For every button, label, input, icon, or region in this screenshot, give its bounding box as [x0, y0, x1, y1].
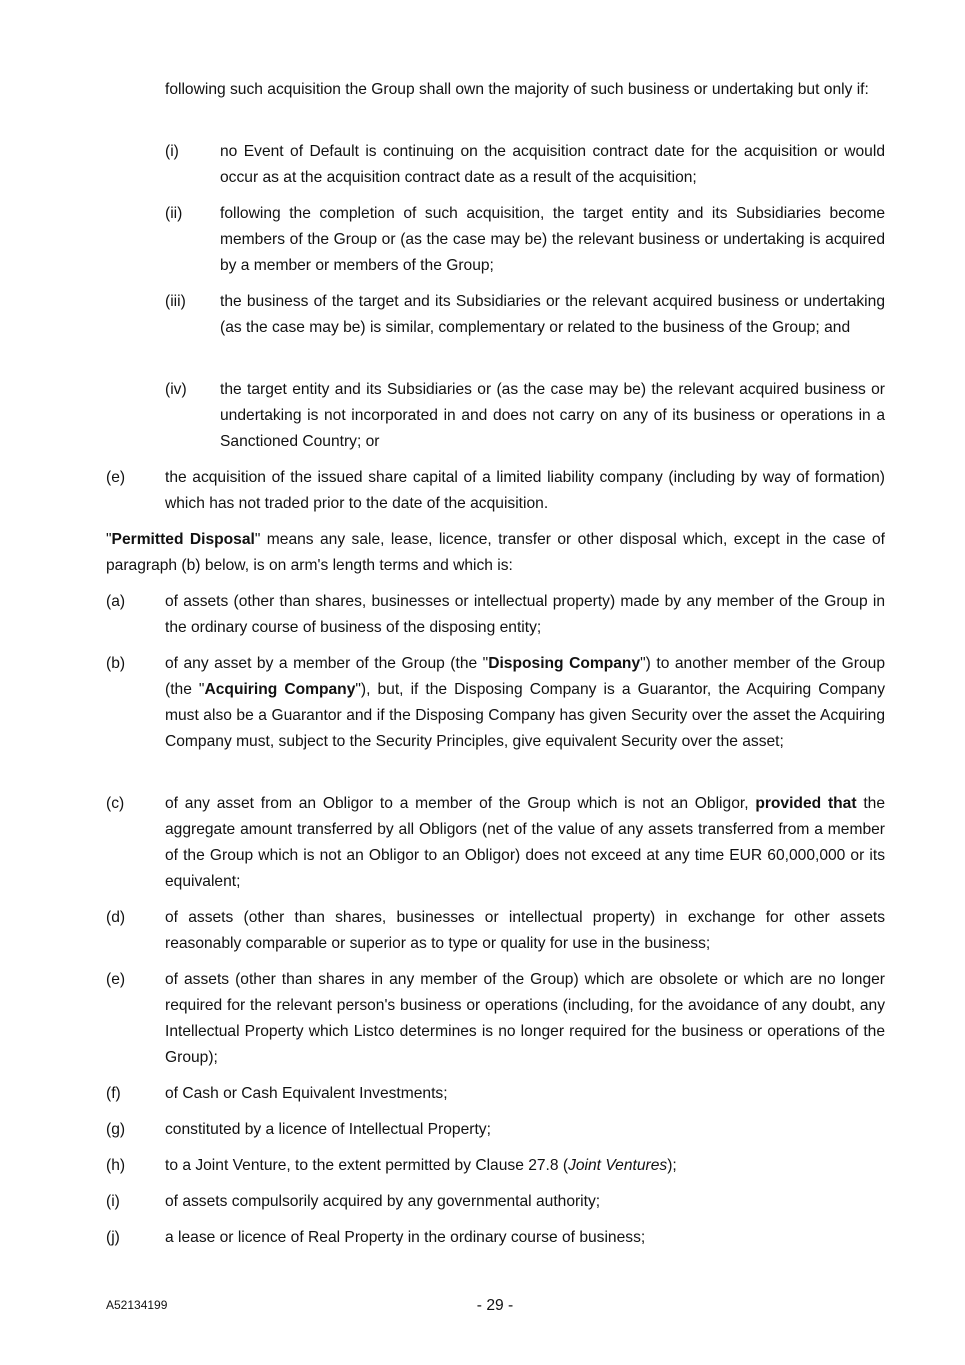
item-label: (g)	[106, 1121, 126, 1138]
item-label: (ii)	[165, 205, 183, 222]
defined-term: Acquiring Company	[204, 681, 356, 698]
item-label: (a)	[106, 593, 126, 610]
page-number: - 29 -	[476, 1297, 514, 1314]
item-label: (c)	[106, 795, 125, 812]
item-text: the target entity and its Subsidiaries or (as the case may be) the relevant acquired business or undertaking is not incorporated in and does not carry on any of its business or operations in a Sanctioned Country; or	[220, 381, 885, 450]
item-label: (e)	[106, 469, 126, 486]
item-text: of Cash or Cash Equivalent Investments;	[165, 1085, 448, 1102]
item-label: (j)	[106, 1229, 120, 1246]
item-text: following the completion of such acquisition, the target entity and its Subsidiaries become members of the Group or (as the case may be) the relevant business or undertaking is acquired by a member or members of the Group;	[220, 205, 885, 274]
item-label: (i)	[106, 1193, 120, 1210]
quote-close: "	[254, 531, 261, 548]
definition-text: means any sale, lease, licence, transfer or other disposal which, except in the case of paragraph (b) below, is on arm's length terms and which is:	[106, 531, 885, 574]
item-label: (iv)	[165, 381, 187, 398]
item-text: the business of the target and its Subsidiaries or the relevant acquired business or undertaking (as the case may be) is similar, complementary or related to the business of the Group; and	[220, 293, 885, 336]
text-run: "), but, if the Disposing Company is a Guarantor, the Acquiring Company must also be a Guarantor and if the Disposing Company has given Security over the asset the Acquiring Company must, subject to the Security Principles, give equivalent Security over the asset;	[165, 681, 886, 750]
item-label: (d)	[106, 909, 126, 926]
text-run: of any asset by a member of the Group (the "	[165, 655, 489, 672]
item-label: (f)	[106, 1085, 121, 1102]
defined-term: Disposing Company	[488, 655, 641, 672]
item-label: (b)	[106, 655, 126, 672]
text-run: );	[667, 1157, 677, 1174]
item-text: of assets (other than shares, businesses or intellectual property) in exchange for other assets reasonably comparable or superior as to type or quality for use in the business;	[165, 909, 885, 952]
item-text	[165, 1153, 885, 1179]
item-text: of assets (other than shares, businesses or intellectual property) made by any member of the Group in the ordinary course of business of the disposing entity;	[165, 593, 885, 636]
item-text	[165, 791, 885, 895]
quote-open: "	[106, 531, 112, 548]
item-label: (i)	[165, 143, 179, 160]
emphasis: provided that	[755, 795, 857, 812]
item-text: the acquisition of the issued share capital of a limited liability company (including by way of formation) which has not traded prior to the date of the acquisition.	[165, 469, 885, 512]
definition-permitted-disposal	[106, 527, 885, 579]
item-text: a lease or licence of Real Property in the ordinary course of business;	[165, 1229, 646, 1246]
item-text: no Event of Default is continuing on the acquisition contract date for the acquisition or would occur as at the acquisition contract date as a result of the acquisition;	[220, 143, 885, 186]
clause-title: Joint Ventures	[568, 1157, 668, 1174]
item-label: (iii)	[165, 293, 186, 310]
document-reference: A52134199	[106, 1298, 168, 1312]
text-run: ") to another member of the Group (the "	[165, 655, 885, 698]
item-text	[165, 651, 885, 755]
item-label: (e)	[106, 971, 126, 988]
intro-continuation: following such acquisition the Group shall own the majority of such business or undertaking but only if:	[165, 81, 869, 98]
item-text: of assets (other than shares in any member of the Group) which are obsolete or which are no longer required for the relevant person's business or operations (including, for the avoidance of any doubt, any Intellectual Property which Listco determines is no longer required for the business or operations of the Group);	[165, 971, 885, 1066]
item-text: constituted by a licence of Intellectual Property;	[165, 1121, 491, 1138]
text-run: to a Joint Venture, to the extent permitted by Clause 27.8 (	[165, 1157, 569, 1174]
text-run: of any asset from an Obligor to a member of the Group which is not an Obligor,	[165, 795, 756, 812]
item-label: (h)	[106, 1157, 126, 1174]
defined-term: Permitted Disposal	[111, 531, 255, 548]
item-text: of assets compulsorily acquired by any governmental authority;	[165, 1193, 601, 1210]
text-run: the aggregate amount transferred by all Obligors (net of the value of any assets transferred from a member of the Group which is not an Obligor to an Obligor) does not exceed at any time EUR 60,000,000 or its equivalent;	[165, 795, 885, 890]
